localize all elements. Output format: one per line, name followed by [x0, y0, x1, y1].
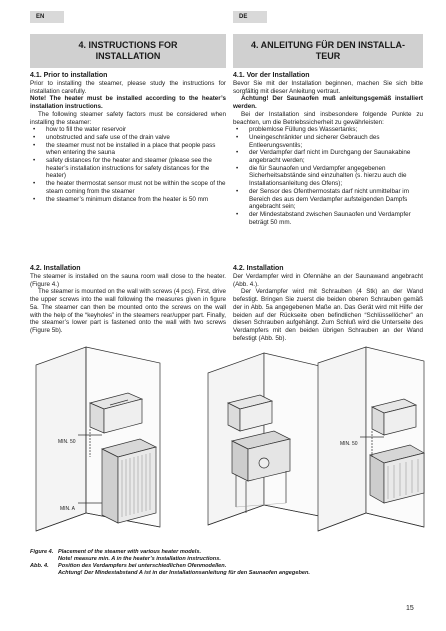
paragraph: Bei der Installation sind insbesondere folgende Punkte zu beachten, um die Betriebssicherheit zu gewährleisten: — [233, 110, 423, 126]
language-tab-en: EN — [30, 11, 64, 23]
caption-row-de — [30, 563, 426, 570]
caption-row-de-note — [30, 570, 426, 577]
list-item: • der Verdampfer darf nicht im Durchgang der Saunakabine angebracht werden; — [233, 149, 423, 164]
caption-text: Achtung! Der Mindestabstand A ist in der Installationsanleitung für den Saunaofen angegeben. — [58, 570, 310, 576]
paragraph: Der Verdampfer wird mit Schrauben (4 Stk) an der Wand befestigt. Bringen Sie zuerst die beiden oberen Schrauben gemäß der in Abb. 5a angegebenen Maße an. Das Gerät wird mit Hilfe der beiden auf der Rückseite oben befindlichen “Schlüssellöcher” an diesen Schrauben aufgehängt. Zum Schluß wird die Unterseite des Verdampfers mit den beiden übrigen Schrauben an der Wand befestigt (Abb. 5b). — [233, 288, 423, 342]
section-title-prior: 4.1. Prior to installation — [30, 72, 108, 79]
list-item: • unobstructed and safe use of the drain valve — [30, 134, 226, 142]
list-item: • die für Saunaofen und Verdampfer angegebenen Sicherheitsabstände sind einzuhalten (s. hierzu auch die Installationsanleitung des Ofens); — [233, 165, 423, 188]
paragraph: Bevor Sie mit der Installation beginnen, machen Sie sich bitte sorgfältig mit dieser Anleitung vertraut. — [233, 80, 423, 95]
section-title-installation: 4.2. Installation — [233, 265, 284, 272]
list-item: • Uneingeschränkter und sicherer Gebrauch des Entleerungsventils; — [233, 134, 423, 149]
list-item: • der Sensor des Ofenthermostats darf nicht unmittelbar im Bereich des aus dem Verdampfer aufsteigenden Dampfs angebracht sein; — [233, 188, 423, 211]
list-item: • der Mindestabstand zwischen Saunaofen und Verdampfer beträgt 50 mm. — [233, 211, 423, 226]
illustration-tall-heater — [36, 347, 160, 531]
list-item: • safety distances for the heater and steamer (please see the heater’s installation instructions for safety distances for the heater) — [30, 157, 226, 180]
dimension-label-min50: MIN. 50 — [58, 439, 76, 445]
caption-row-en — [30, 549, 426, 556]
bullet-list — [233, 126, 423, 226]
bullet-list — [30, 126, 226, 203]
section-heading-en — [30, 34, 226, 68]
caption-label: Figure 4. — [30, 549, 54, 555]
dimension-label-mina: MIN. A — [60, 506, 76, 512]
caption-text: Note! measure min. A in the heater’s installation instructions. — [58, 556, 221, 562]
heading-de-line1: 4. ANLEITUNG FÜR DEN INSTALLA- — [251, 40, 405, 50]
section-heading-de — [233, 34, 423, 68]
list-item: • the steamer’s minimum distance from the heater is 50 mm — [30, 196, 226, 204]
list-item: • the heater thermostat sensor must not be within the scope of the steam coming from the steamer — [30, 180, 226, 195]
english-column — [30, 71, 226, 203]
heading-en-line2: INSTALLATION — [95, 51, 161, 61]
list-item: • problemlose Füllung des Wassertanks; — [233, 126, 423, 134]
figure-illustration — [28, 345, 426, 541]
list-item: • how to fill the water reservoir — [30, 126, 226, 134]
language-tab-de: DE — [233, 11, 267, 23]
note-paragraph: Note! The heater must be installed according to the heater’s installation instructions. — [30, 95, 226, 111]
figure-steamer-placement — [28, 345, 426, 541]
paragraph: Der Verdampfer wird in Ofennähe an der Saunawand angebracht (Abb. 4.). — [233, 273, 423, 288]
caption-text: Placement of the steamer with various heater models. — [58, 549, 201, 555]
heading-de-line2: TEUR — [315, 51, 341, 61]
german-installation-section — [233, 264, 423, 342]
paragraph: The following steamer safety factors must be considered when installing the steamer: — [30, 110, 226, 126]
note-paragraph: Achtung! Der Saunaofen muß anleitungsgemäß installiert werden. — [233, 95, 423, 111]
illustration-wall-heater — [318, 347, 424, 531]
caption-label: Abb. 4. — [30, 563, 49, 569]
section-title-vor: 4.1. Vor der Installation — [233, 72, 310, 79]
caption-text: Position des Verdampfers bei unterschiedlichen Ofenmodellen. — [58, 563, 227, 569]
caption-row-en-note — [30, 556, 426, 563]
page-number: 15 — [406, 605, 414, 612]
section-title-installation: 4.2. Installation — [30, 265, 81, 272]
paragraph: Prior to installing the steamer, please study the instructions for installation carefully. — [30, 80, 226, 95]
english-installation-section — [30, 264, 226, 335]
paragraph: The steamer is mounted on the wall with screws (4 pcs). First, drive the upper screws into the wall following the measures given in figure 5a. The steamer can then be mounted onto the screws on the wall with the help of the “keyholes” in the steamers rear/upper part. Finally, the steamer’s lower part is fastened onto the wall with two screws (Figure 5b). — [30, 288, 226, 334]
list-item: • the steamer must not be installed in a place that people pass when entering the sauna — [30, 142, 226, 157]
dimension-label-min50: MIN. 50 — [340, 441, 358, 447]
paragraph: The steamer is installed on the sauna room wall close to the heater. (Figure 4.) — [30, 273, 226, 288]
figure-caption — [30, 549, 426, 577]
illustration-open-heater — [208, 353, 324, 525]
heading-en-line1: 4. INSTRUCTIONS FOR — [78, 40, 178, 50]
german-column — [233, 71, 423, 226]
